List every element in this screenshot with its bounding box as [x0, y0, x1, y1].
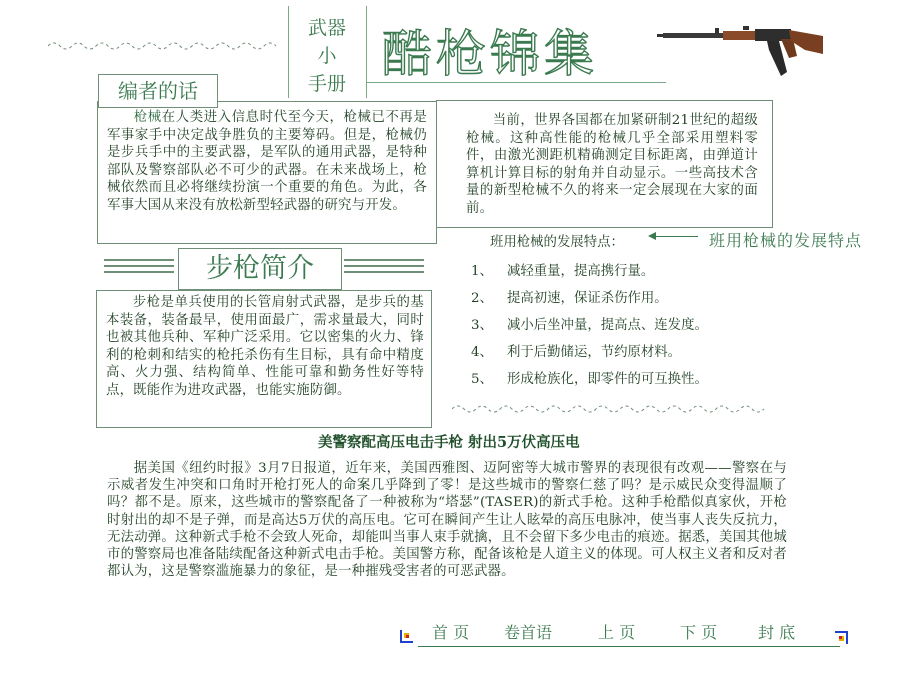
list-item-number: 5、: [471, 372, 493, 387]
list-item: [471, 314, 708, 333]
header-divider-left: [288, 6, 289, 98]
rifle-text: 步枪是单兵使用的长管肩射式武器，是步兵的基本装备，装备最早，使用面最广，需求量最大，同时也被其他兵种、军种广泛采用。它以密集的火力、锋利的枪刺和结实的枪托杀伤有生目标，具有命中精度高、火力强、结构简单、性能可靠和勤务性好等特点，既能作为进攻武器，也能实施防御。: [106, 295, 424, 398]
rifle-heading-bar-right: [344, 259, 424, 273]
corner-mark-right-icon: [834, 631, 848, 645]
decorative-wave-top-left: [48, 38, 280, 52]
trends-label: 班用枪械的发展特点：: [490, 235, 624, 250]
list-item: [471, 287, 668, 306]
trends-arrow: [652, 236, 698, 237]
list-item: [471, 341, 681, 360]
list-item-number: 3、: [471, 318, 493, 333]
nav-home-link[interactable]: 首 页: [432, 623, 470, 642]
list-item-text: 提高初速，保证杀伤作用。: [507, 291, 668, 306]
nav-next-link[interactable]: 下 页: [680, 623, 718, 642]
nav-back-cover-link[interactable]: 封 底: [758, 623, 796, 642]
editor-heading: 编者的话: [98, 74, 218, 108]
list-item-text: 减轻重量，提高携行量。: [507, 264, 655, 279]
editor-body: 在人类进入信息时代至今天，枪械已不再是军事家手中决定战争胜负的主要筹码。但是，枪械仍是步兵手中的主要武器，是军队的通用武器，是特种部队及警察部队必不可少的武器。在未来战场上，枪械依然而且必将继续扮演一个重要的角色。为此，各军事大国从来没有放松新型轻武器的研究与开发。: [107, 110, 427, 213]
list-item-number: 1、: [471, 264, 493, 279]
editor-lead: 枪械: [133, 110, 162, 125]
header-divider-right: [366, 6, 367, 98]
trends-callout: 班用枪械的发展特点: [709, 231, 863, 250]
list-item-text: 利于后勤储运，节约原材料。: [507, 345, 682, 360]
news-text: 据美国《纽约时报》3月7日报道，近年来，美国西雅图、迈阿密等大城市警界的表现很有改观——警察在与示威者发生冲突和口角时开枪打死人的命案几乎降到了零！是这些城市的警察仁慈了吗？是示威民众变得温顺了吗？都不是。原来，这些城市的警察配备了一种被称为“塔瑟”(TASER)的新式手枪。这种手枪酷似真家伙，开枪时射出的却不是子弹，而是高达5万伏的高压电。它可在瞬间产生让人眩晕的高压电脉冲，使当事人丧失反抗力，无法动弹。这种新式手枪不会致人死命，却能叫当事人束手就擒，且不会留下多少电击的痕迹。据悉，美国其他城市的警察局也准备陆续配备这种新式电击手枪。美国警方称，配备该枪是人道主义的体现。可人权主义者和反对者都认为，这是警察滥施暴力的象征，是一种摧残受害者的可恶武器。: [107, 461, 787, 580]
list-item-text: 减小后坐冲量，提高点、连发度。: [507, 318, 708, 333]
trends-arrowhead: [648, 232, 656, 240]
list-item-number: 4、: [471, 345, 493, 360]
list-item-text: 形成枪族化，即零件的可互换性。: [507, 372, 708, 387]
page-title: 酷枪锦集: [382, 25, 598, 83]
rifle-heading: 步枪简介: [178, 248, 342, 290]
nav-preface-link[interactable]: 卷首语: [504, 623, 553, 642]
list-item: [471, 368, 708, 387]
future-text: 当前，世界各国都在加紧研制21世纪的超级枪械。这种高性能的枪械几乎全部采用塑料零件，由激光测距机精确测定目标距离，由弹道计算机计算目标的射角并自动显示。一些高技术含量的新型枪械不久的将来一定会展现在大家的面前。: [466, 113, 758, 216]
corner-mark-left-icon: [400, 629, 414, 643]
nav-baseline: [418, 646, 840, 647]
nav-prev-link[interactable]: 上 页: [598, 623, 636, 642]
sidebar-title-line2: 小: [317, 45, 337, 67]
sidebar-title: [292, 14, 362, 98]
sidebar-title-line3: 手册: [307, 73, 346, 95]
rifle-heading-bar-left: [104, 259, 174, 273]
decorative-wave-right: [452, 401, 772, 415]
sidebar-title-line1: 武器: [307, 17, 346, 39]
news-title: 美警察配高压电击手枪 射出5万伏高压电: [318, 434, 580, 451]
list-item: [471, 260, 654, 279]
editor-text: [107, 109, 427, 214]
rifle-icon: [655, 10, 825, 90]
list-item-number: 2、: [471, 291, 493, 306]
